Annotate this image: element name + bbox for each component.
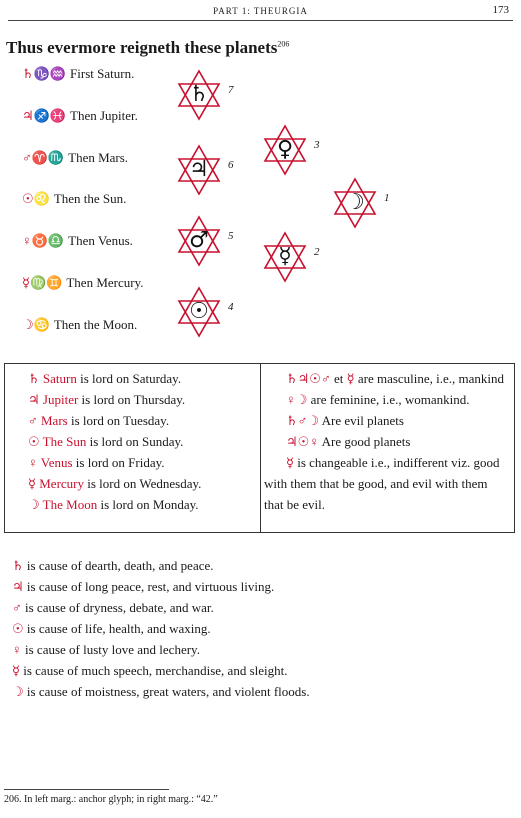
row-text: is changeable i.e., indifferent viz. good with them that be good, and evil with them that be evil.: [264, 455, 500, 512]
planet-name: Mercury: [39, 476, 84, 491]
star-number: 4: [228, 301, 234, 313]
footnote-ref[interactable]: 206: [277, 39, 290, 49]
heading-text: Thus evermore reigneth these planets: [6, 38, 278, 57]
table-right-column: [264, 368, 510, 515]
running-head-title: PART 1: THEURGIA: [213, 6, 308, 16]
table-row: [28, 389, 258, 410]
planet-glyphs: ☿♍♊: [22, 275, 63, 290]
mercury-sigil-icon: ☿: [278, 244, 292, 269]
planet-glyph: ☉: [12, 621, 24, 636]
footnote-divider: [4, 789, 169, 790]
planet-glyph: ♂: [28, 413, 38, 428]
cause-text: is cause of dearth, death, and peace.: [26, 558, 214, 573]
list-item: [12, 555, 310, 576]
table-row: [28, 494, 258, 515]
planet-glyph: ☽: [12, 684, 24, 699]
planet-name: Mars: [41, 413, 68, 428]
planet-text: Then Mercury.: [66, 275, 144, 290]
page-number: 173: [492, 4, 509, 16]
table-row: [264, 431, 510, 452]
running-head: [8, 2, 513, 21]
table-row: [28, 431, 258, 452]
planet-text: Then Jupiter.: [70, 108, 138, 123]
planet-glyphs: ♄♃☉♂: [286, 371, 331, 386]
table-row: [28, 452, 258, 473]
cause-text: is cause of much speech, merchandise, and sleight.: [23, 663, 288, 678]
planet-text: Then the Moon.: [53, 317, 138, 332]
mars-sigil-icon: ♂: [189, 228, 209, 253]
star-number: 5: [228, 230, 234, 242]
table-left-column: [28, 368, 258, 515]
planet-glyph: ☽: [28, 497, 40, 512]
planet-glyph: ♂: [12, 600, 22, 615]
table-divider: [260, 364, 261, 532]
planet-glyphs: ☿: [286, 455, 294, 470]
planet-table: [4, 363, 515, 533]
row-text: is lord on Saturday.: [80, 371, 182, 386]
planet-line-saturn: [22, 66, 134, 82]
cause-text: is cause of dryness, debate, and war.: [25, 600, 214, 615]
planet-text: First Saturn.: [70, 66, 135, 81]
planet-line-mercury: [22, 275, 143, 291]
planet-glyph: ♀: [12, 642, 22, 657]
planet-name: Saturn: [42, 371, 77, 386]
row-text: are feminine, i.e., womankind.: [310, 392, 470, 407]
planet-name: The Sun: [42, 434, 87, 449]
hexagram-mercury: [258, 230, 320, 284]
planet-text: Then Mars.: [68, 150, 129, 165]
star-number: 1: [384, 192, 390, 204]
table-row: [28, 473, 258, 494]
row-text: is lord on Friday.: [75, 455, 165, 470]
list-item: [12, 576, 310, 597]
hexagram-sun: [172, 285, 234, 339]
planet-glyphs: ♄♂☽: [286, 413, 320, 428]
planet-text: Then Venus.: [68, 233, 133, 248]
table-row: [264, 410, 510, 431]
planet-line-jupiter: [22, 108, 138, 124]
planet-line-venus: [22, 233, 133, 249]
planet-glyph: ☿: [346, 371, 355, 386]
et-text: et: [333, 371, 344, 386]
planet-glyphs: ♂♈♏: [22, 150, 65, 165]
hexagram-saturn: [172, 68, 234, 122]
star-number: 6: [228, 159, 234, 171]
planet-glyphs: ♃♐♓: [22, 108, 67, 123]
causes-list: [12, 555, 310, 702]
row-text: is lord on Thursday.: [81, 392, 186, 407]
table-row: [28, 410, 258, 431]
planet-glyphs: ☽♋: [22, 317, 50, 332]
planet-glyph: ♄: [28, 371, 40, 386]
planet-glyph: ♄: [12, 558, 24, 573]
list-item: [12, 639, 310, 660]
planet-glyphs: ♄♑♒: [22, 66, 67, 81]
row-text: is lord on Sunday.: [89, 434, 184, 449]
footnote: 206. In left marg.: anchor glyph; in right marg.: “42.”: [4, 794, 218, 805]
star-number: 7: [228, 84, 234, 96]
jupiter-sigil-icon: ♃: [189, 157, 209, 182]
list-item: [12, 660, 310, 681]
list-item: [12, 597, 310, 618]
planet-line-mars: [22, 150, 128, 166]
planet-glyphs: ♃☉♀: [286, 434, 320, 449]
hexagram-venus: [258, 123, 320, 177]
cause-text: is cause of lusty love and lechery.: [25, 642, 200, 657]
planet-name: The Moon: [42, 497, 98, 512]
planet-name: Jupiter: [42, 392, 79, 407]
hexagram-moon: [328, 176, 390, 230]
table-row: [28, 368, 258, 389]
table-row: [264, 368, 510, 389]
planet-line-moon: [22, 317, 137, 333]
planet-name: Venus: [40, 455, 73, 470]
cause-text: is cause of life, health, and waxing.: [26, 621, 211, 636]
page-heading: [6, 38, 289, 58]
hexagram-mars: [172, 214, 234, 268]
table-row: [264, 452, 510, 515]
cause-text: is cause of long peace, rest, and virtuous living.: [26, 579, 275, 594]
row-text: is lord on Wednesday.: [87, 476, 202, 491]
planet-glyphs: ☉♌: [22, 191, 50, 206]
row-text: are masculine, i.e., mankind: [357, 371, 505, 386]
hexagram-jupiter: [172, 143, 234, 197]
moon-sigil-icon: ☽: [345, 190, 365, 215]
planet-glyph: ☿: [12, 663, 20, 678]
row-text: is lord on Monday.: [100, 497, 199, 512]
row-text: is lord on Tuesday.: [70, 413, 170, 428]
table-row: [264, 389, 510, 410]
star-number: 3: [314, 139, 320, 151]
planet-glyph: ☉: [28, 434, 40, 449]
list-item: [12, 618, 310, 639]
cause-text: is cause of moistness, great waters, and violent floods.: [26, 684, 310, 699]
planet-glyph: ♃: [12, 579, 24, 594]
planet-glyphs: ♀♉♎: [22, 233, 65, 248]
venus-sigil-icon: ♀: [276, 137, 294, 162]
row-text: Are good planets: [321, 434, 411, 449]
planet-line-sun: [22, 191, 126, 207]
planet-text: Then the Sun.: [53, 191, 127, 206]
row-text: Are evil planets: [321, 413, 404, 428]
planet-glyph: ♃: [28, 392, 40, 407]
planet-glyph: ☿: [28, 476, 36, 491]
planet-glyph: ♀: [28, 455, 38, 470]
star-number: 2: [314, 246, 320, 258]
saturn-sigil-icon: ♄: [189, 82, 209, 107]
sun-sigil-icon: ☉: [189, 299, 209, 324]
planet-glyphs: ♀☽: [286, 392, 308, 407]
list-item: [12, 681, 310, 702]
